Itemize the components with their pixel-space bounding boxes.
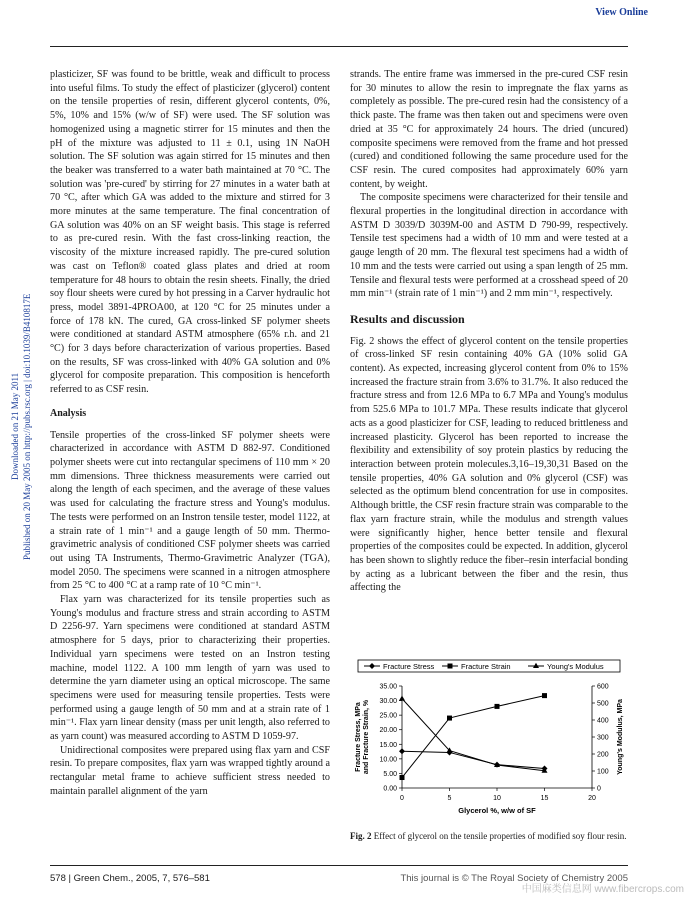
paragraph: The composite specimens were characterized for their tensile and flexural properties in the longitudinal direction in accordance with ASTM D 3039/D 3039M-00 and ASTM D 790-99, respectively. Tensile test specimens had a width of 10 mm and were tested at a gauge length of 20 mm. The flexural test specimens had a width of 10 mm and the tests were carried out using a span length of 25 mm. Tensile and flexural tests were performed at a crosshead speed of 20 mm min⁻¹ (strain rate of 1 min⁻¹) and 2 mm min⁻¹, respectively. bbox=[350, 192, 628, 300]
y-left-axis-label-2: and Fracture Strain, % bbox=[363, 699, 370, 775]
y-left-tick-label: 20.00 bbox=[379, 727, 397, 735]
y-right-tick-label: 600 bbox=[597, 683, 609, 691]
paragraph: Tensile properties of the cross-linked SF polymer sheets were characterized in accordance with ASTM D 882-97. Conditioned polymer sheets were cut into rectangular specimens of 110 mm × 20 mm dimensions. Three thickness measurements were carried out along the length of each specimen, and the average of these values was used for calculating the fracture stress and Young's modulus. The tests were performed on an Instron tensile tester, model 1122, at a strain rate of 1 min⁻¹ and a gauge length of 50 mm. Thermo-gravimetric analysis of conditioned CSF polymer sheets was carried out using TA Instruments, Thermo-Gravimetric Analyzer (TGA), model 2050. The specimens were scanned in a nitrogen atmosphere from 25 °C to 400 °C at a ramp rate of 10 °C min⁻¹. bbox=[50, 429, 330, 592]
paragraph: Flax yarn was characterized for its tensile properties such as Young's modulus and fracture stress and strain according to ASTM D 2256-97. Yarn specimens were conditioned at standard ASTM atmosphere for 5 days, prior to characterizing their properties. Individual yarn specimens were tested on an Instron testing machine, model 1122. A 100 mm length of yarn was used to determine the yarn diameter using an optical microscope. The same specimens were used for measuring tensile properties. Tests were performed using a gauge length of 50 mm and at a strain rate of 1 min⁻¹. Flax yarn linear density (mass per unit length, also referred to as yarn count) was measured according to ASTM D 1059-97. bbox=[50, 594, 330, 743]
series-line bbox=[402, 699, 545, 771]
y-right-tick-label: 300 bbox=[597, 734, 609, 742]
header-rule bbox=[50, 46, 628, 47]
data-point bbox=[399, 695, 405, 700]
y-right-tick-label: 100 bbox=[597, 768, 609, 776]
x-axis-label: Glycerol %, w/w of SF bbox=[458, 806, 536, 815]
x-tick-label: 15 bbox=[540, 795, 549, 802]
watermark: 中国麻类信息网 www.fibercrops.com bbox=[521, 884, 684, 895]
paragraph: Fig. 2 shows the effect of glycerol content on the tensile properties of cross-linked SF resin containing 40% GA (10% solid GA content). As expected, increasing glycerol content from 0% to 15% increased the fracture strain from 3.6% to 31.7%. It also reduced the fracture stress and from 12.6 MPa to 6.7 MPa and Young's modulus from 525.6 MPa to 101.7 MPa. These results indicate that glycerol acts as a good plasticizer for CSF, leading to reduced brittleness and increased plasticity. Glycerol has been reported to increase the flexibility and extensibility of soy protein plastics by reducing the interaction between protein molecules.3,16–19,30,31 Based on the tensile properties, 40% GA solution and 0% glycerol (CSF) was selected as the optimum blend concentration for use in composites. Although brittle, the CSF resin fracture strain was comparable to the flax yarn fracture strain, while the modulus and strength values were significantly higher, hence better tensile and flexural properties of the composites could be expected. In addition, glycerol has been shown to slightly reduce the fiber–resin interfacial bonding by acting as a lubricant between the fiber and the resin, thus affecting the bbox=[350, 335, 628, 594]
data-point bbox=[542, 693, 547, 698]
series-line bbox=[402, 751, 545, 768]
y-right-tick-label: 400 bbox=[597, 717, 609, 725]
legend-marker bbox=[448, 664, 453, 669]
paragraph: Unidirectional composites were prepared using flax yarn and CSF resin. To prepare composites, flax yarn was wrapped tightly around a rectangular metal frame to achieve sufficient stress needed to maintain parallel alignment of the yarn bbox=[50, 744, 330, 797]
results-heading: Results and discussion bbox=[350, 311, 465, 326]
downloaded-note[interactable]: Downloaded on 21 May 2011 bbox=[10, 372, 20, 480]
top-bar bbox=[0, 0, 690, 30]
paragraph: strands. The entire frame was immersed in the pre-cured CSF resin for 30 minutes to allow the resin to impregnate the flax yarns as completely as possible. The pre-cured resin had the consistency of a thick paste. The frame was then taken out and specimens were oven dried at 35 °C for approximately 24 hours. The dried (uncured) composite specimens were removed from the frame and hot pressed (cured) and conditioned following the same procedure used for the CSF resin. The cured composites had approximately 60% yarn content, by weight. bbox=[350, 69, 628, 190]
y-left-tick-label: 25.00 bbox=[379, 712, 397, 720]
footer-rule bbox=[50, 865, 628, 866]
y-right-axis-label: Young's Modulus, MPa bbox=[617, 699, 624, 775]
data-point bbox=[495, 704, 500, 709]
series-line bbox=[402, 696, 545, 778]
right-column bbox=[350, 68, 628, 595]
left-column bbox=[50, 68, 330, 799]
view-online-link[interactable]: View Online bbox=[595, 7, 648, 18]
x-tick-label: 10 bbox=[493, 795, 501, 802]
data-point bbox=[399, 748, 405, 754]
legend-label: Fracture Strain bbox=[461, 662, 511, 671]
legend-label: Fracture Stress bbox=[383, 662, 435, 671]
figure-caption bbox=[350, 830, 628, 842]
legend-label: Young's Modulus bbox=[547, 662, 604, 671]
footer-copyright: This journal is © The Royal Society of Chemistry 2005 bbox=[400, 873, 628, 884]
published-note[interactable]: Published on 20 May 2005 on http://pubs.rsc.org | doi:10.1039/B410817E bbox=[22, 293, 32, 560]
caption-text: Effect of glycerol on the tensile properties of modified soy flour resin. bbox=[373, 831, 627, 841]
y-left-tick-label: 0.00 bbox=[383, 785, 397, 793]
caption-label: Fig. 2 bbox=[350, 831, 372, 841]
x-tick-label: 0 bbox=[400, 795, 404, 802]
analysis-heading: Analysis bbox=[50, 407, 87, 419]
y-left-tick-label: 30.00 bbox=[379, 698, 397, 706]
data-point bbox=[400, 775, 405, 780]
y-right-tick-label: 0 bbox=[597, 785, 601, 793]
y-left-tick-label: 5.00 bbox=[383, 770, 397, 778]
x-tick-label: 5 bbox=[447, 795, 452, 802]
y-left-axis-label: Fracture Stress, MPa bbox=[355, 702, 362, 772]
y-right-tick-label: 500 bbox=[597, 700, 609, 708]
footer-citation: 578 | Green Chem., 2005, 7, 576–581 bbox=[50, 873, 210, 884]
glycerol-chart bbox=[350, 658, 628, 828]
figure-2 bbox=[350, 658, 628, 840]
y-left-tick-label: 15.00 bbox=[379, 741, 397, 749]
y-left-tick-label: 35.00 bbox=[379, 683, 397, 691]
y-left-tick-label: 10.00 bbox=[379, 756, 397, 764]
x-tick-label: 20 bbox=[588, 795, 596, 802]
paragraph: plasticizer, SF was found to be brittle, weak and difficult to process into useful films. To study the effect of plasticizer (glycerol) content on the tensile properties of resin, different glycerol contents, 0%, 5%, 10% and 15% (w/w of SF) were used. The SF solution was homogenized using a magnetic stirrer for 15 minutes and then the pH of the mixture was adjusted to 11 ± 0.1, using 1N NaOH solution. The SF solution was again stirred for 15 minutes and then the beaker was transferred to a water bath maintained at 70 °C. The solution was 'pre-cured' by stirring for 27 minutes in a water bath at 70 °C, after which GA was added to the mixture and stirred for 3 more minutes at the same temperature. The final concentration of GA solution was 40% on an SF weight basis. This stage is referred to as pre-cured resin. With the fast cross-linking reaction, the viscosity of the mixture increased rapidly. The pre-cured solution was cast on Teflon® coated glass plates and dried at room temperature for 48 hours to obtain the resin sheets. Finally, the dried soy flour sheets were cured by hot pressing in a Carver hydraulic hot press, model 3891-4PROA00, at 120 °C for 25 minutes under a force of 178 kN. The cured, GA cross-linked SF polymer sheets were conditioned at standard ASTM atmosphere (65% r.h. and 21 °C) for 3 days before characterization of various properties. Based on the results, SF was cross-linked with 40% GA solution and 0% glycerol for composite preparation. This composition is henceforth referred to as CSF resin. bbox=[50, 69, 330, 396]
data-point bbox=[447, 716, 452, 721]
y-right-tick-label: 200 bbox=[597, 751, 609, 759]
